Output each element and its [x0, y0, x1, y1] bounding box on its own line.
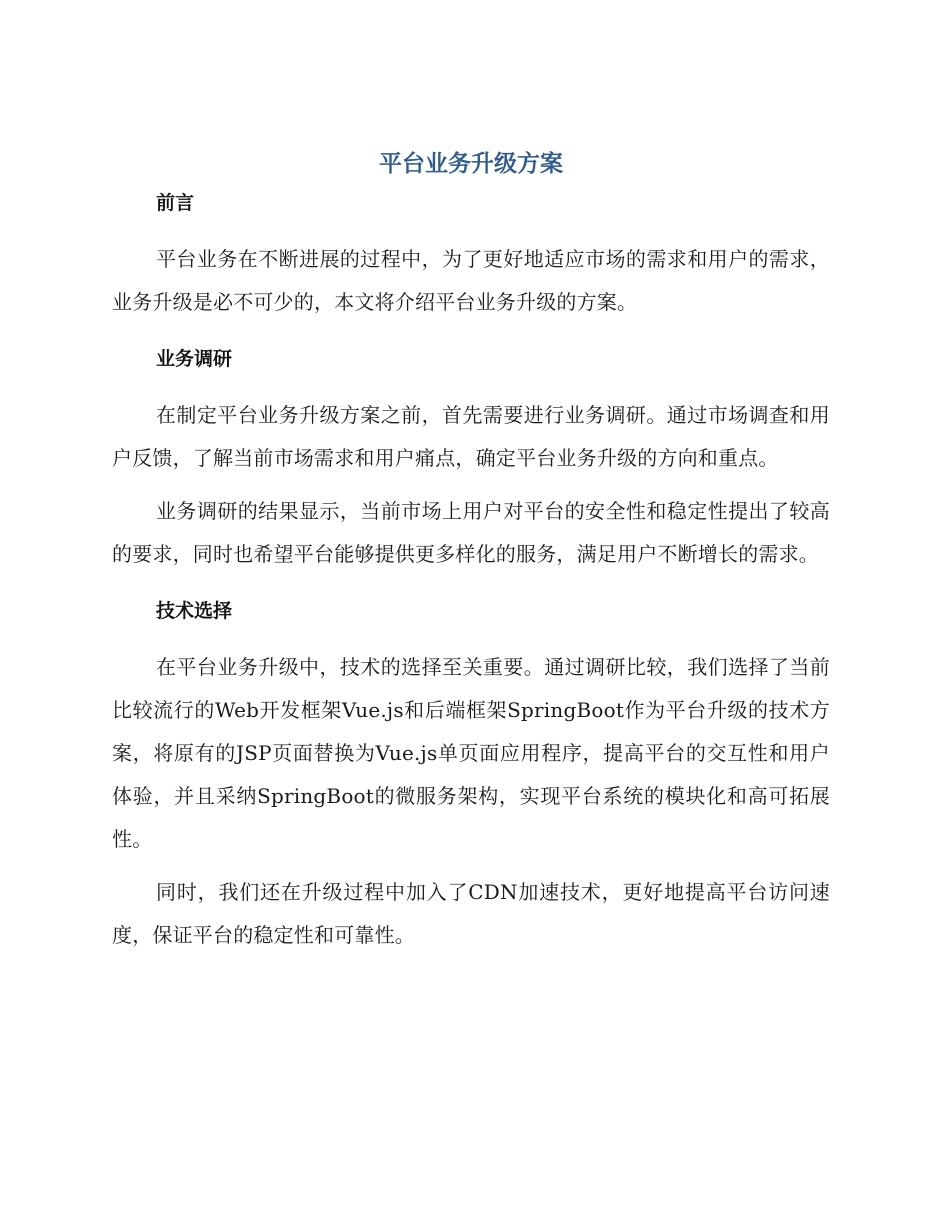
section-heading-tech: 技术选择	[156, 600, 233, 622]
paragraph-research-1: 在制定平台业务升级方案之前，首先需要进行业务调研。通过市场调查和用户反馈，了解当前市场需求和用户痛点，确定平台业务升级的方向和重点。	[112, 403, 830, 470]
section-heading-research: 业务调研	[156, 348, 233, 370]
paragraph-preface-1: 平台业务在不断进展的过程中，为了更好地适应市场的需求和用户的需求，业务升级是必不可少的，本文将介绍平台业务升级的方案。	[112, 247, 830, 314]
section-heading-preface: 前言	[156, 192, 195, 214]
document-page	[112, 140, 830, 957]
document-title: 平台业务升级方案	[379, 151, 563, 177]
paragraph-research-2: 业务调研的结果显示，当前市场上用户对平台的安全性和稳定性提出了较高的要求，同时也希望平台能够提供更多样化的服务，满足用户不断增长的需求。	[112, 499, 830, 566]
paragraph-tech-1: 在平台业务升级中，技术的选择至关重要。通过调研比较，我们选择了当前比较流行的Web开发框架Vue.js和后端框架SpringBoot作为平台升级的技术方案，将原有的JSP页面替换为Vue.js单页面应用程序，提高平台的交互性和用户体验，并且采纳SpringBoot的微服务架构，实现平台系统的模块化和高可拓展性。	[112, 655, 830, 851]
paragraph-tech-2: 同时，我们还在升级过程中加入了CDN加速技术，更好地提高平台访问速度，保证平台的稳定性和可靠性。	[112, 880, 830, 947]
